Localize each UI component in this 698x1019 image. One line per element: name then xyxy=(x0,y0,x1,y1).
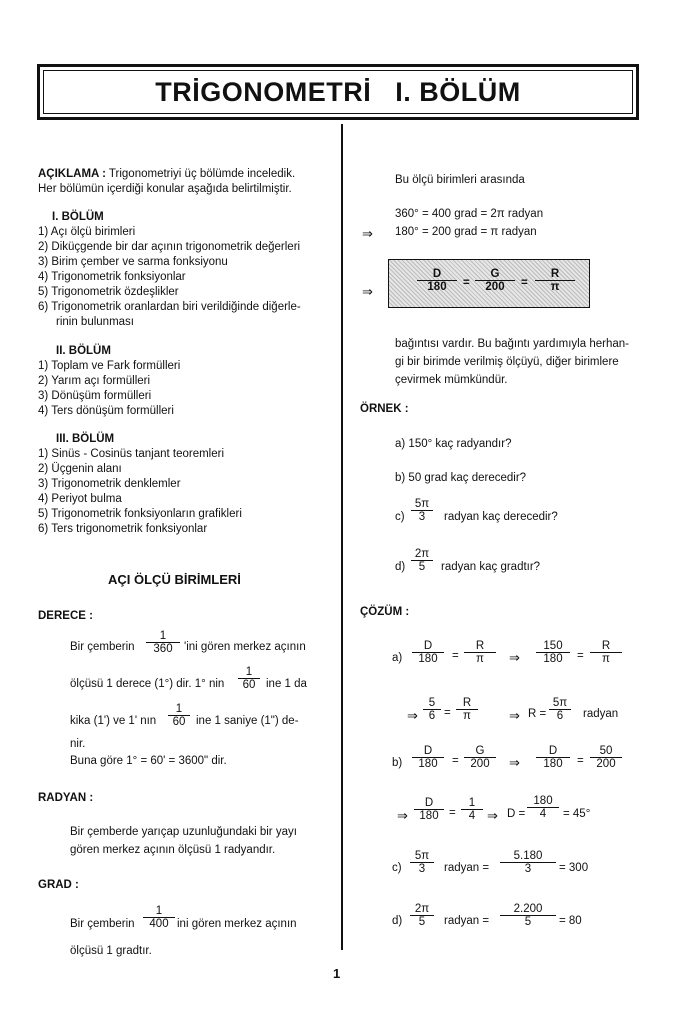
fraction: R π xyxy=(590,640,622,665)
fraction-1-360: 1 360 xyxy=(146,630,180,655)
example-a: a) 150° kaç radyandır? xyxy=(395,438,512,450)
paragraph-line: gi bir birimde verilmiş ölçüyü, diğer birimlere xyxy=(395,356,619,368)
equals-sign: = xyxy=(452,755,459,767)
fraction: G 200 xyxy=(464,745,496,770)
unit-radyan: radyan xyxy=(583,708,619,720)
radyan-equals: radyan = xyxy=(444,862,490,874)
list-item: 1) Sinüs - Cosinüs tanjant teoremleri xyxy=(38,448,224,460)
solution-a-label: a) xyxy=(392,652,403,664)
fraction: 1 4 xyxy=(461,797,483,822)
fraction: 50 200 xyxy=(590,745,622,770)
list-item: 3) Birim çember ve sarma fonksiyonu xyxy=(38,256,228,268)
equation-1: 360° = 400 grad = 2π radyan xyxy=(395,208,544,220)
fraction: 5 6 xyxy=(423,697,441,722)
equals-sign: = xyxy=(521,277,528,289)
equals-sign: = xyxy=(449,807,456,819)
fraction: D 180 xyxy=(414,797,444,822)
title-box xyxy=(37,64,639,120)
list-item: 3) Dönüşüm formülleri xyxy=(38,390,152,402)
result-80: = 80 xyxy=(559,915,582,927)
section-3-heading: III. BÖLÜM xyxy=(56,433,115,445)
fraction: 150 180 xyxy=(536,640,570,665)
cozum-heading: ÇÖZÜM : xyxy=(360,606,410,618)
fraction: R π xyxy=(456,697,478,722)
fraction: 2π 5 xyxy=(410,903,434,928)
fraction-1-60: 1 60 xyxy=(168,703,190,728)
fraction: D 180 xyxy=(536,745,570,770)
fraction: D 180 xyxy=(412,745,444,770)
result-45: = 45° xyxy=(563,808,591,820)
equation-2: 180° = 200 grad = π radyan xyxy=(395,226,537,238)
fraction: 5.180 3 xyxy=(500,850,556,875)
radyan-heading: RADYAN : xyxy=(38,792,94,804)
ornek-heading: ÖRNEK : xyxy=(360,403,409,415)
arrow-icon: ⇒ xyxy=(487,808,498,823)
list-item: 4) Ters dönüşüm formülleri xyxy=(38,405,174,417)
section-2-heading: II. BÖLÜM xyxy=(56,345,111,357)
arrow-icon: ⇒ xyxy=(362,284,373,299)
list-item: 5) Trigonometrik fonksiyonların grafikleri xyxy=(38,508,242,520)
solution-d-label: d) xyxy=(392,915,403,927)
fraction: 2.200 5 xyxy=(500,903,556,928)
grad-l2: ölçüsü 1 gradtır. xyxy=(70,945,152,957)
list-item: 1) Toplam ve Fark formülleri xyxy=(38,360,181,372)
equals-sign: = xyxy=(577,755,584,767)
fraction-1-400: 1 400 xyxy=(143,905,175,930)
paragraph-line: bağıntısı vardır. Bu bağıntı yardımıyla herhan- xyxy=(395,338,629,350)
arrow-icon: ⇒ xyxy=(407,708,418,723)
fraction-5pi-3: 5π 3 xyxy=(411,498,433,523)
fraction-1-60: 1 60 xyxy=(238,666,260,691)
derece-l5: Buna göre 1° = 60' = 3600" dir. xyxy=(70,755,227,767)
arrow-icon: ⇒ xyxy=(509,650,520,665)
fraction: R π xyxy=(464,640,496,665)
list-item: rinin bulunması xyxy=(56,316,134,328)
radyan-l1: Bir çemberde yarıçap uzunluğundaki bir yayı xyxy=(70,826,297,838)
list-item: 6) Ters trigonometrik fonksiyonlar xyxy=(38,523,208,535)
derece-l2-pre: ölçüsü 1 derece (1°) dir. 1° nin xyxy=(70,678,225,690)
example-b: b) 50 grad kaç derecedir? xyxy=(395,472,527,484)
list-item: 1) Açı ölçü birimleri xyxy=(38,226,136,238)
solution-c-label: c) xyxy=(392,862,402,874)
page-number: 1 xyxy=(333,966,341,981)
column-divider xyxy=(341,124,343,950)
solution-b-label: b) xyxy=(392,757,403,769)
derece-l3-post: ine 1 saniye (1") de- xyxy=(196,715,299,727)
result-300: = 300 xyxy=(559,862,589,874)
radyan-equals: radyan = xyxy=(444,915,490,927)
section-1-heading: I. BÖLÜM xyxy=(52,211,104,223)
list-item: 5) Trigonometrik özdeşlikler xyxy=(38,286,179,298)
radyan-l2: gören merkez açının ölçüsü 1 radyandır. xyxy=(70,844,276,856)
example-c-text: radyan kaç derecedir? xyxy=(444,511,558,523)
equals-sign: = xyxy=(577,650,584,662)
fraction-2pi-5: 2π 5 xyxy=(411,548,433,573)
list-item: 6) Trigonometrik oranlardan biri verildiğinde diğerle- xyxy=(38,301,301,313)
arrow-icon: ⇒ xyxy=(509,755,520,770)
equals-sign: = xyxy=(444,707,451,719)
derece-heading: DERECE : xyxy=(38,610,93,622)
intro-line-1: AÇIKLAMA : Trigonometriyi üç bölümde inceledik. xyxy=(38,168,296,180)
fraction-d-180: D 180 xyxy=(417,268,457,293)
list-item: 3) Trigonometrik denklemler xyxy=(38,478,181,490)
units-heading: AÇI ÖLÇÜ BİRİMLERİ xyxy=(108,572,241,587)
fraction: 5π 3 xyxy=(410,850,434,875)
example-d-label: d) xyxy=(395,561,406,573)
fraction-g-200: G 200 xyxy=(475,268,515,293)
fraction: 5π 6 xyxy=(549,697,571,722)
d-equals: D = xyxy=(507,808,526,820)
grad-l1-pre: Bir çemberin xyxy=(70,918,135,930)
grad-heading: GRAD : xyxy=(38,879,79,891)
conversion-formula-box xyxy=(388,259,590,308)
list-item: 2) Üçgenin alanı xyxy=(38,463,122,475)
fraction: D 180 xyxy=(412,640,444,665)
list-item: 2) Diküçgende bir dar açının trigonometrik değerleri xyxy=(38,241,301,253)
example-c-label: c) xyxy=(395,511,405,523)
derece-l4: nir. xyxy=(70,738,86,750)
list-item: 2) Yarım açı formülleri xyxy=(38,375,151,387)
arrow-icon: ⇒ xyxy=(397,808,408,823)
equals-sign: = xyxy=(463,277,470,289)
derece-l2-post: ine 1 da xyxy=(266,678,307,690)
example-d-text: radyan kaç gradtır? xyxy=(441,561,541,573)
equals-sign: = xyxy=(452,650,459,662)
between-text: Bu ölçü birimleri arasında xyxy=(395,174,525,186)
intro-line-2: Her bölümün içerdiği konular aşağıda belirtilmiştir. xyxy=(38,183,292,195)
fraction: 180 4 xyxy=(527,795,559,820)
paragraph-line: çevirmek mümkündür. xyxy=(395,374,508,386)
grad-l1-post: ini gören merkez açının xyxy=(177,918,297,930)
arrow-icon: ⇒ xyxy=(509,708,520,723)
derece-l3-pre: kika (1') ve 1' nın xyxy=(70,715,157,727)
list-item: 4) Trigonometrik fonksiyonlar xyxy=(38,271,186,283)
page-title: TRİGONOMETRİ I. BÖLÜM xyxy=(155,76,521,107)
list-item: 4) Periyot bulma xyxy=(38,493,122,505)
derece-l1-post: 'ini gören merkez açının xyxy=(184,641,306,653)
r-equals: R = xyxy=(528,708,547,720)
derece-l1-pre: Bir çemberin xyxy=(70,641,135,653)
arrow-icon: ⇒ xyxy=(362,226,373,241)
fraction-r-pi: R π xyxy=(535,268,575,293)
